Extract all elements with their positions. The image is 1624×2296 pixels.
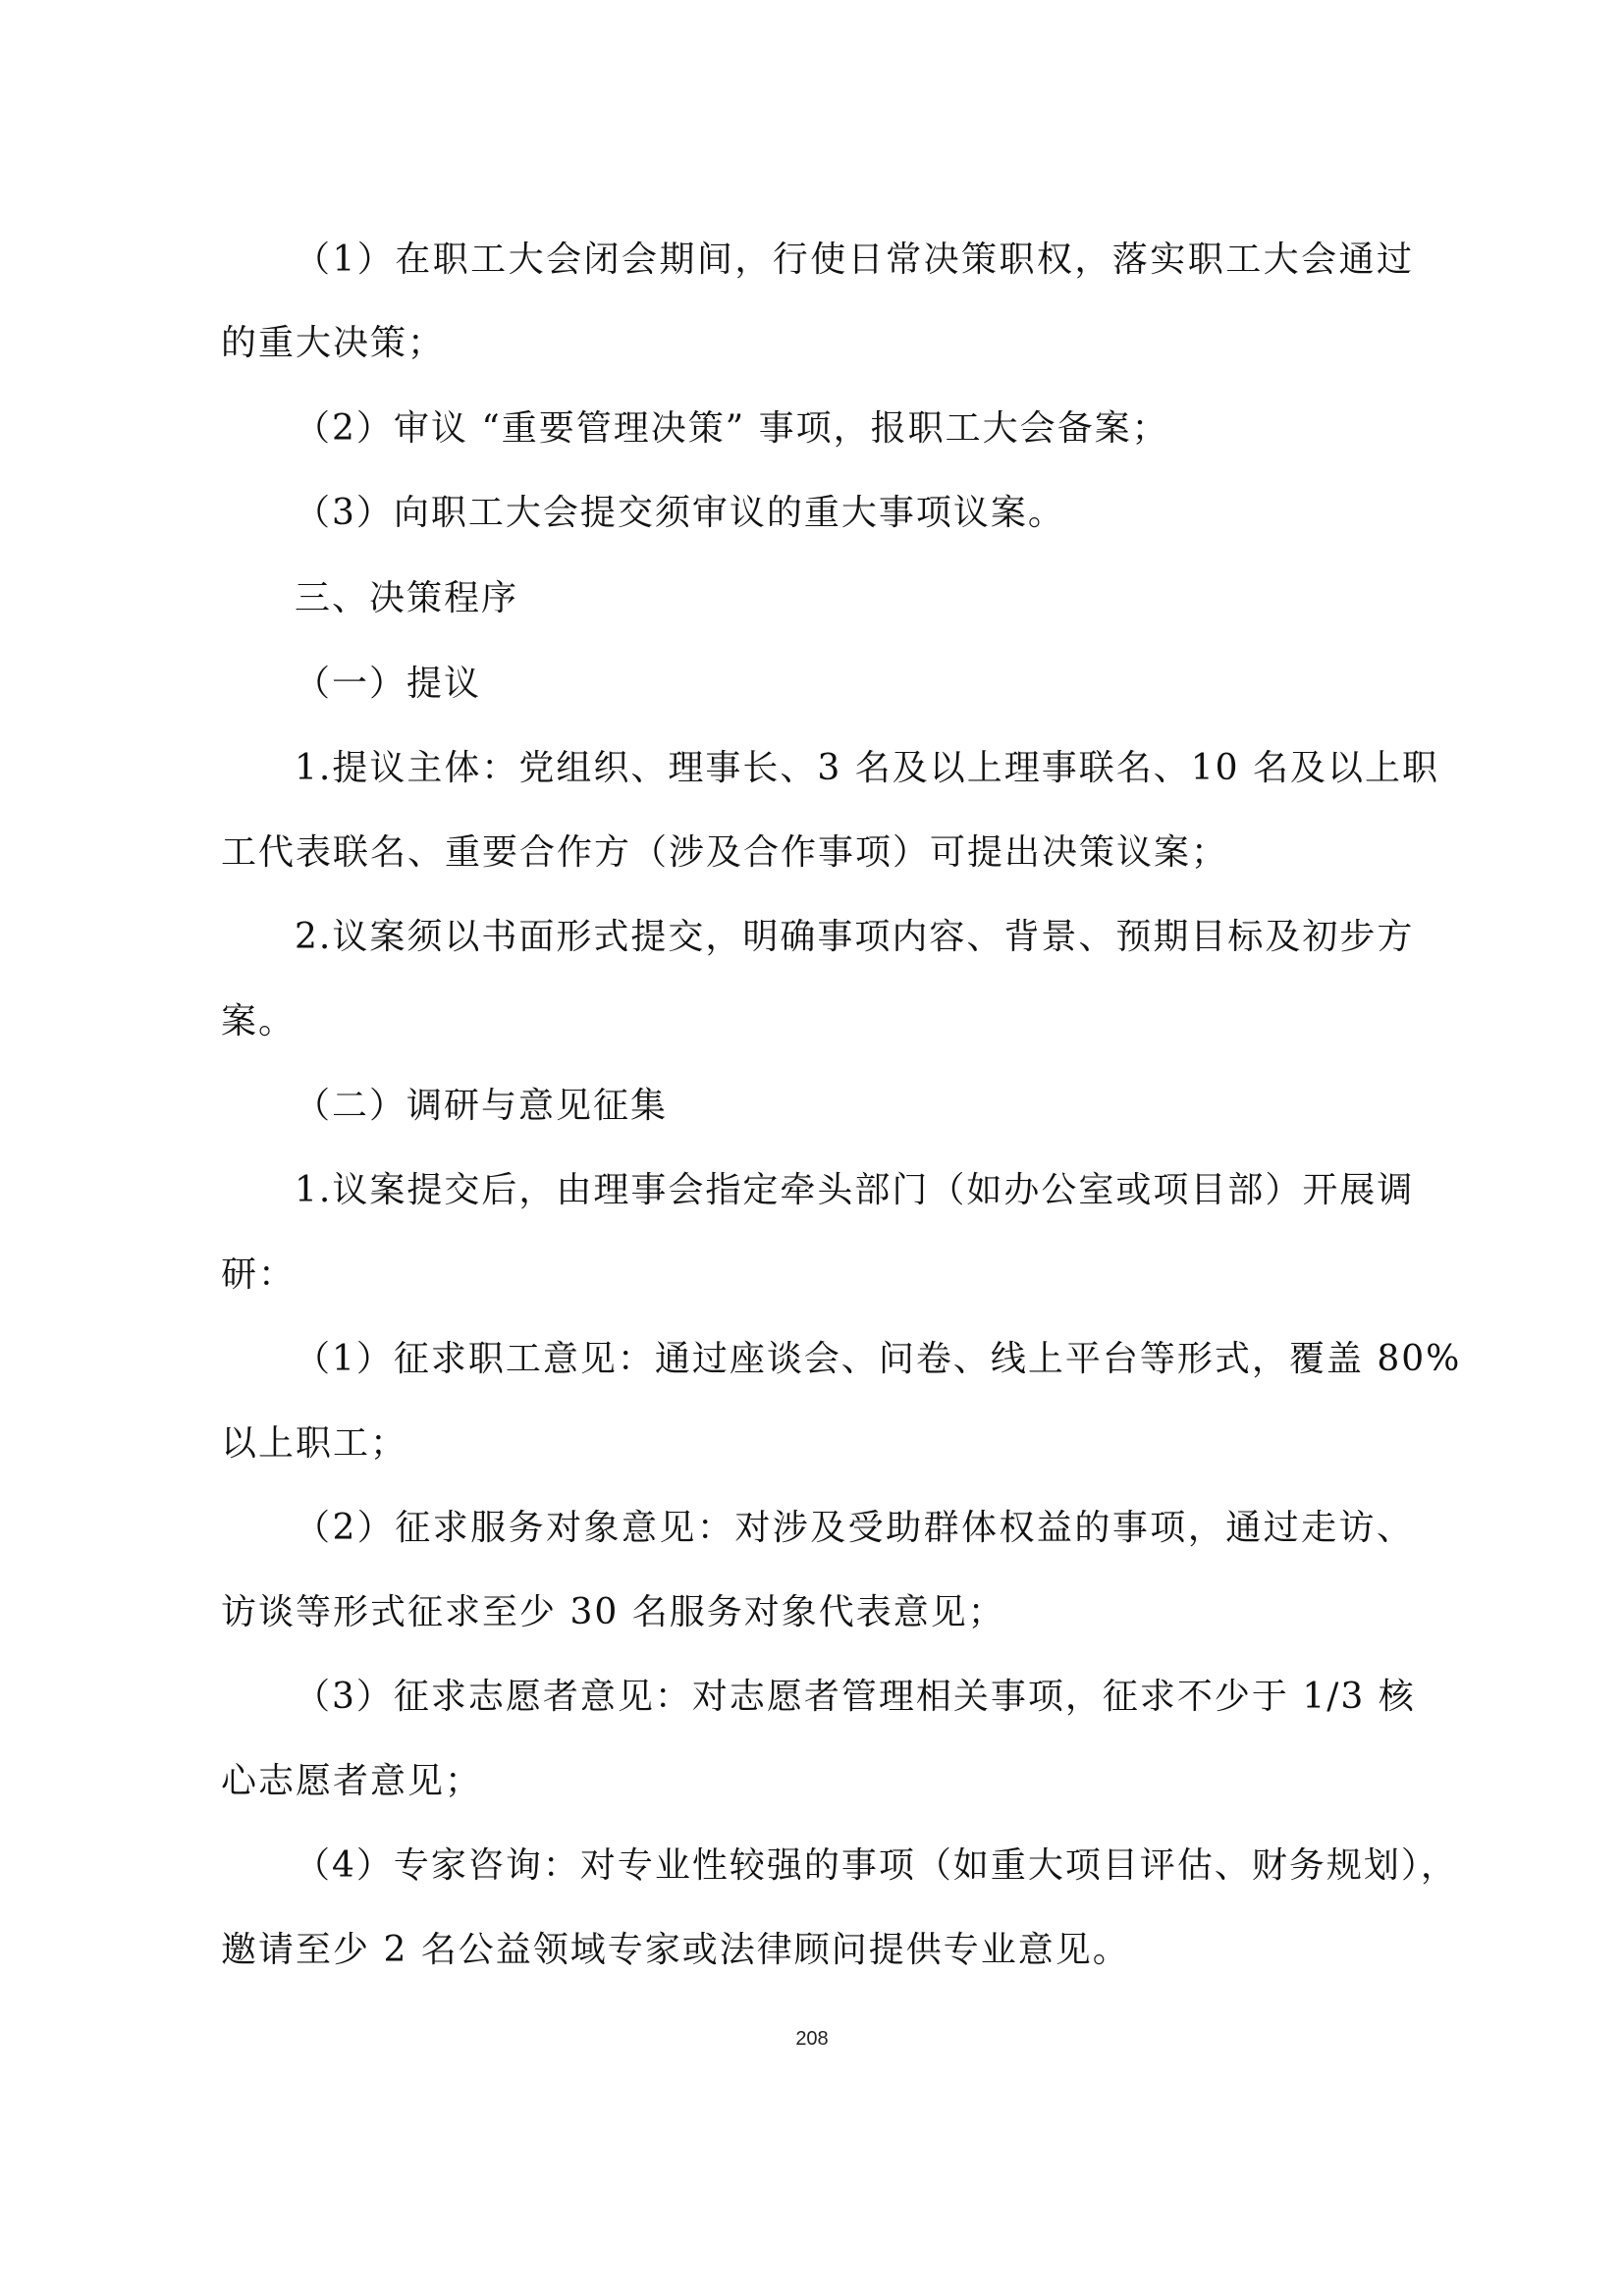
paragraph-line: （1）征求职工意见：通过座谈会、问卷、线上平台等形式，覆盖 80%: [295, 1339, 1462, 1379]
paragraph-line: 访谈等形式征求至少 30 名服务对象代表意见；: [221, 1592, 1005, 1632]
paragraph-line: 的重大决策；: [221, 323, 446, 363]
paragraph-line: （4）专家咨询：对专业性较强的事项（如重大项目评估、财务规划），: [295, 1845, 1458, 1886]
paragraph-line: （1）在职工大会闭会期间，行使日常决策职权，落实职工大会通过: [295, 240, 1414, 280]
section-heading: 三、决策程序: [295, 578, 519, 618]
paragraph-line: （3）向职工大会提交须审议的重大事项议案。: [295, 493, 1065, 533]
paragraph-line: 心志愿者意见；: [221, 1761, 483, 1801]
paragraph-line: （3）征求志愿者意见：对志愿者管理相关事项，征求不少于 1/3 核: [295, 1677, 1416, 1717]
paragraph-line: 邀请至少 2 名公益领域专家或法律顾问提供专业意见。: [221, 1930, 1130, 1970]
paragraph-line: 1.议案提交后，由理事会指定牵头部门（如办公室或项目部）开展调: [295, 1170, 1415, 1210]
page-number: 208: [795, 2028, 829, 2050]
paragraph-line: 研：: [221, 1255, 297, 1295]
paragraph-line: 2.议案须以书面形式提交，明确事项内容、背景、预期目标及初步方: [295, 917, 1415, 957]
paragraph-line: 以上职工；: [221, 1423, 408, 1464]
paragraph-line: （2）征求服务对象意见：对涉及受助群体权益的事项，通过走访、: [295, 1508, 1414, 1548]
paragraph-line: （2）审议 “重要管理决策” 事项，报职工大会备案；: [295, 408, 1169, 449]
paragraph-line: 工代表联名、重要合作方（涉及合作事项）可提出决策议案；: [221, 832, 1229, 873]
paragraph-line: 案。: [221, 1001, 297, 1041]
subsection-heading: （二）调研与意见征集: [295, 1086, 669, 1126]
paragraph-line: 1.提议主体：党组织、理事长、3 名及以上理事联名、10 名及以上职: [295, 748, 1439, 788]
subsection-heading: （一）提议: [295, 664, 482, 704]
